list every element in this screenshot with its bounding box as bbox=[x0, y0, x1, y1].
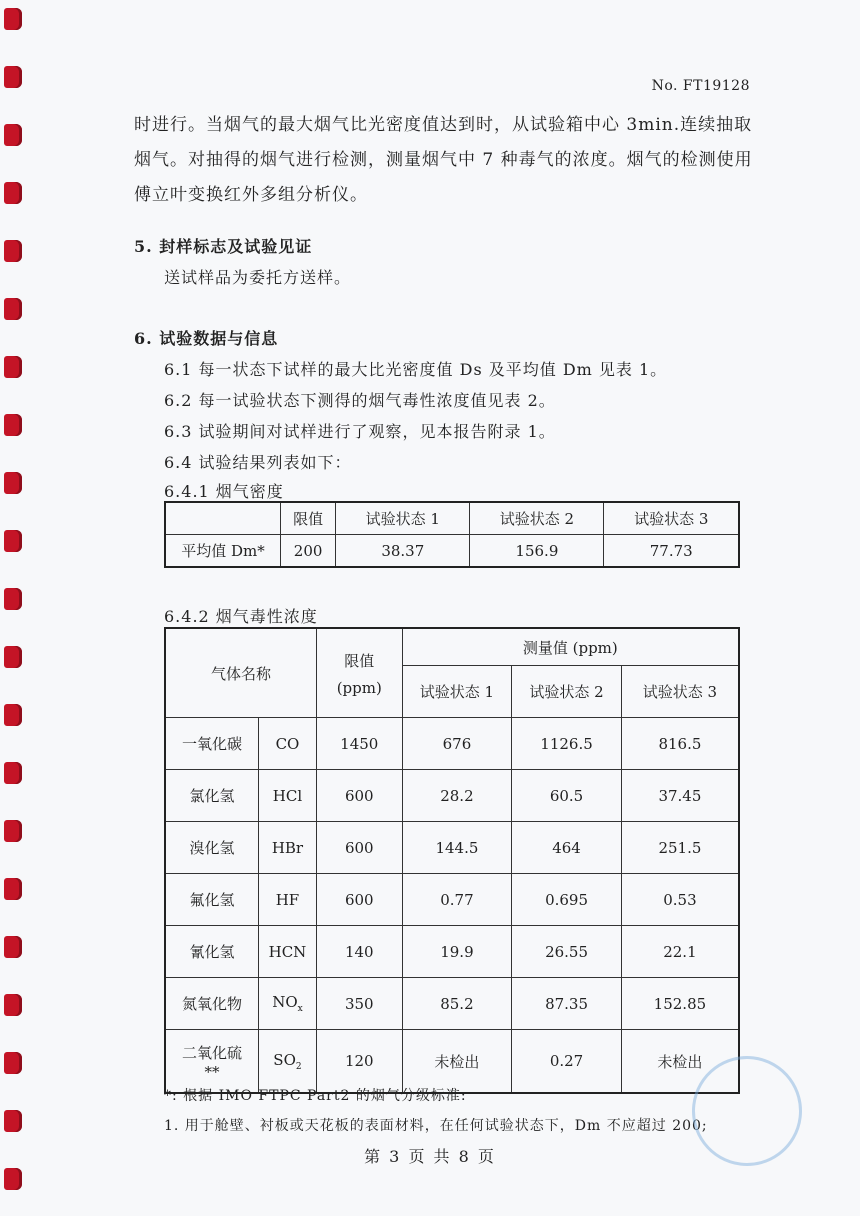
table-cell: 平均值 Dm* bbox=[165, 535, 281, 568]
smoke-toxicity-table bbox=[164, 627, 740, 1094]
formula-base: SO bbox=[273, 1050, 296, 1069]
gas-formula bbox=[259, 1030, 317, 1094]
gas-formula: HF bbox=[259, 874, 317, 926]
formula-subscript: 2 bbox=[295, 1061, 302, 1072]
gas-formula bbox=[259, 978, 317, 1030]
state1-value: 28.2 bbox=[402, 770, 512, 822]
gas-name: 溴化氢 bbox=[165, 822, 259, 874]
binding-rings bbox=[0, 0, 28, 1216]
gas-name: 氟化氢 bbox=[165, 874, 259, 926]
table-cell: 200 bbox=[281, 535, 336, 568]
state1-value: 19.9 bbox=[402, 926, 512, 978]
state2-value: 464 bbox=[512, 822, 622, 874]
state-header-cell: 试验状态 2 bbox=[512, 666, 622, 718]
state2-value: 26.55 bbox=[512, 926, 622, 978]
section5-body: 送试样品为委托方送样。 bbox=[164, 268, 352, 287]
gas-name-text: 二氧化硫 bbox=[182, 1043, 243, 1062]
measurement-header: 测量值 (ppm) bbox=[402, 628, 739, 666]
gas-formula: HCl bbox=[259, 770, 317, 822]
state1-value: 未检出 bbox=[402, 1030, 512, 1094]
page-footer: 第 3 页 共 8 页 bbox=[364, 1147, 496, 1166]
gas-name: 氰化氢 bbox=[165, 926, 259, 978]
gas-formula: HCN bbox=[259, 926, 317, 978]
section6-item-1: 6.1 每一状态下试样的最大比光密度值 Ds 及平均值 Dm 见表 1。 bbox=[164, 360, 668, 379]
note-footnote: *: 根据 IMO FTPC Part2 的烟气分级标准: bbox=[164, 1088, 467, 1104]
state-header-cell: 试验状态 1 bbox=[402, 666, 512, 718]
table-cell: 38.37 bbox=[336, 535, 470, 568]
state3-value: 152.85 bbox=[621, 978, 739, 1030]
gas-name-suffix: ** bbox=[204, 1062, 220, 1081]
table-header-cell bbox=[165, 502, 281, 535]
state3-value: 未检出 bbox=[621, 1030, 739, 1094]
state1-value: 676 bbox=[402, 718, 512, 770]
gas-name bbox=[165, 1030, 259, 1094]
table-row bbox=[165, 628, 739, 666]
table-row bbox=[165, 535, 739, 568]
table-row bbox=[165, 770, 739, 822]
table-header-cell: 限值 bbox=[281, 502, 336, 535]
limit-value: 600 bbox=[316, 770, 402, 822]
formula-subscript: x bbox=[297, 1004, 303, 1014]
intro-paragraph: 时进行。当烟气的最大烟气比光密度值达到时，从试验箱中心 3min.连续抽取烟气。对抽得的烟气进行检测，测量烟气中 7 种毒气的浓度。烟气的检测使用傅立叶变换红外多组分析仪。 bbox=[134, 115, 753, 205]
limit-value: 350 bbox=[316, 978, 402, 1030]
gas-name: 氮氧化物 bbox=[165, 978, 259, 1030]
table-header-cell: 试验状态 3 bbox=[604, 502, 739, 535]
table-row bbox=[165, 1030, 739, 1094]
limit-header bbox=[316, 628, 402, 718]
state1-value: 144.5 bbox=[402, 822, 512, 874]
state2-value: 0.695 bbox=[512, 874, 622, 926]
gas-name-header: 气体名称 bbox=[165, 628, 316, 718]
limit-value: 600 bbox=[316, 822, 402, 874]
document-number: No. FT19128 bbox=[651, 78, 750, 94]
state1-value: 85.2 bbox=[402, 978, 512, 1030]
table1-caption: 6.4.1 烟气密度 bbox=[164, 482, 284, 501]
state2-value: 87.35 bbox=[512, 978, 622, 1030]
state3-value: 816.5 bbox=[621, 718, 739, 770]
section6-item-4: 6.4 试验结果列表如下： bbox=[164, 453, 352, 472]
limit-header-unit: (ppm) bbox=[336, 678, 382, 697]
section5-heading: 5. 封样标志及试验见证 bbox=[134, 237, 313, 256]
section6-item-3: 6.3 试验期间对试样进行了观察，见本报告附录 1。 bbox=[164, 422, 556, 441]
state2-value: 60.5 bbox=[512, 770, 622, 822]
limit-value: 600 bbox=[316, 874, 402, 926]
limit-value: 1450 bbox=[316, 718, 402, 770]
table-row bbox=[165, 874, 739, 926]
gas-formula: HBr bbox=[259, 822, 317, 874]
table2-caption: 6.4.2 烟气毒性浓度 bbox=[164, 607, 318, 626]
table-cell: 77.73 bbox=[604, 535, 739, 568]
limit-value: 120 bbox=[316, 1030, 402, 1094]
gas-name: 氯化氢 bbox=[165, 770, 259, 822]
table-row bbox=[165, 718, 739, 770]
section6-item-2: 6.2 每一试验状态下测得的烟气毒性浓度值见表 2。 bbox=[164, 391, 556, 410]
state3-value: 37.45 bbox=[621, 770, 739, 822]
state2-value: 1126.5 bbox=[512, 718, 622, 770]
limit-header-label: 限值 bbox=[344, 651, 375, 670]
state3-value: 0.53 bbox=[621, 874, 739, 926]
table-header-cell: 试验状态 2 bbox=[470, 502, 604, 535]
state2-value: 0.27 bbox=[512, 1030, 622, 1094]
table-header-cell: 试验状态 1 bbox=[336, 502, 470, 535]
table-row bbox=[165, 822, 739, 874]
note-item-1: 1. 用于舱壁、衬板或天花板的表面材料，在任何试验状态下，Dm 不应超过 200; bbox=[164, 1118, 708, 1134]
section6-heading: 6. 试验数据与信息 bbox=[134, 329, 279, 348]
table-cell: 156.9 bbox=[470, 535, 604, 568]
table-row bbox=[165, 978, 739, 1030]
state3-value: 251.5 bbox=[621, 822, 739, 874]
limit-value: 140 bbox=[316, 926, 402, 978]
formula-base: NO bbox=[272, 993, 298, 1011]
state1-value: 0.77 bbox=[402, 874, 512, 926]
gas-name: 一氧化碳 bbox=[165, 718, 259, 770]
state3-value: 22.1 bbox=[621, 926, 739, 978]
table-row bbox=[165, 502, 739, 535]
table-row bbox=[165, 926, 739, 978]
smoke-density-table bbox=[164, 501, 740, 568]
gas-formula: CO bbox=[259, 718, 317, 770]
state-header-cell: 试验状态 3 bbox=[621, 666, 739, 718]
